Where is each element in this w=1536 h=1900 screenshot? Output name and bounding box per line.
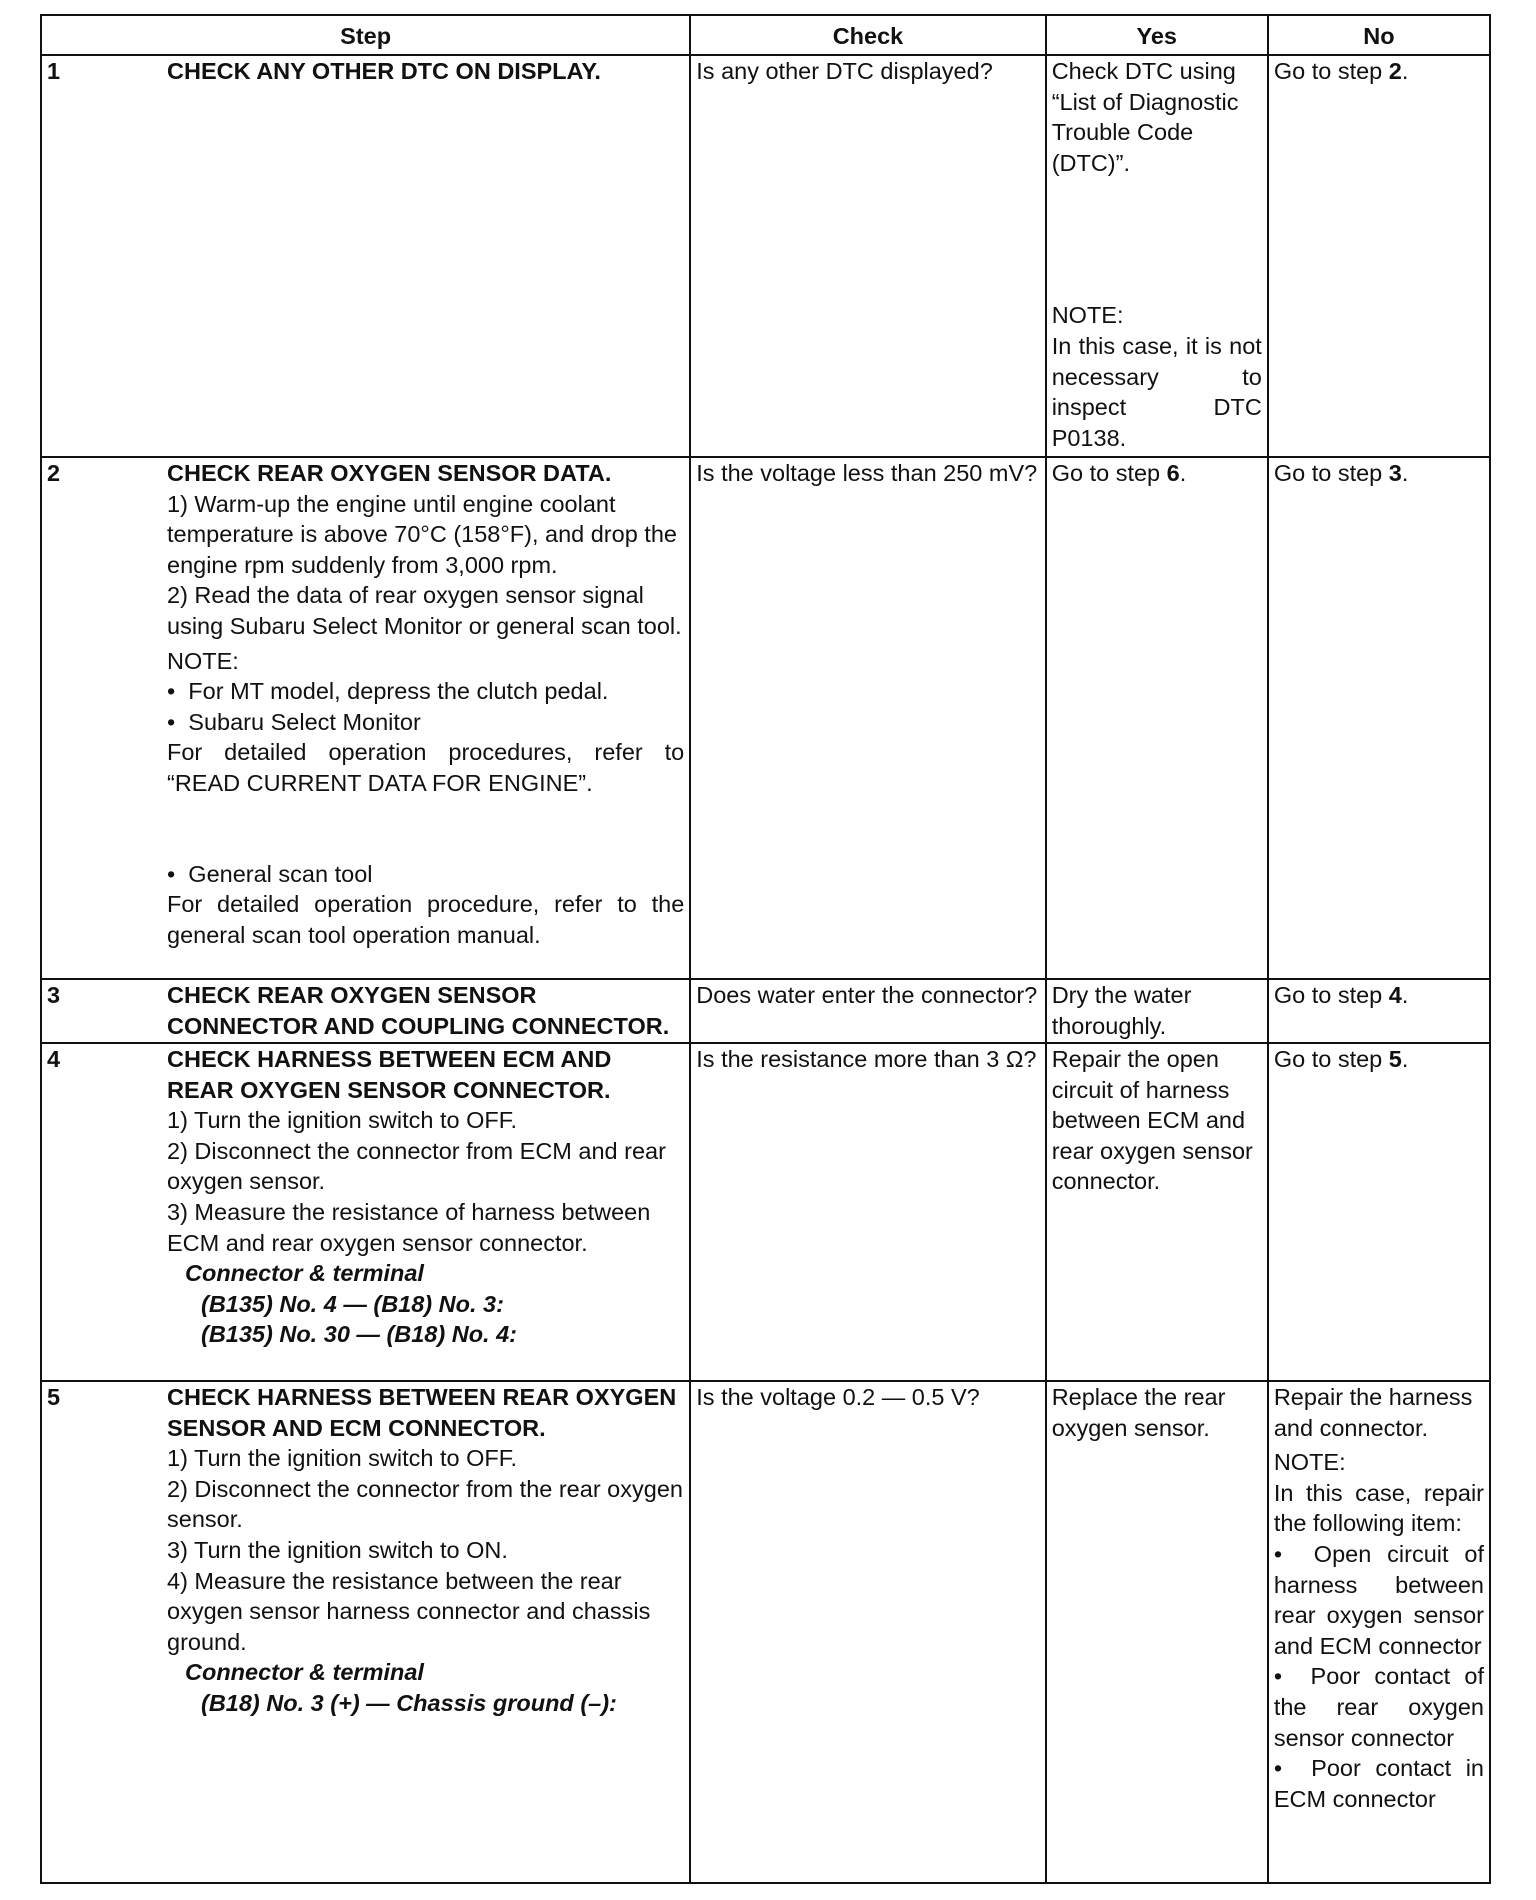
yes-cell: Repair the open circuit of harness between ECM and rear oxygen sensor connector. xyxy=(1046,1043,1268,1381)
check-cell: Is the voltage 0.2 — 0.5 V? xyxy=(690,1381,1045,1883)
table-row xyxy=(41,1381,1490,1883)
procedure-2: 2) Disconnect the connector from ECM and rear oxygen sensor. xyxy=(167,1137,666,1195)
step-title: CHECK HARNESS BETWEEN ECM AND REAR OXYGEN SENSOR CONNECTOR. xyxy=(167,1046,612,1103)
step-link: 2 xyxy=(1388,58,1402,84)
connector-terminal-label: Connector & terminal xyxy=(185,1659,424,1686)
connector-terminal-value: (B135) No. 4 — (B18) No. 3: xyxy=(201,1290,504,1317)
step-cell xyxy=(41,979,690,1043)
no-suffix: . xyxy=(1401,1046,1409,1072)
check-cell: Is the resistance more than 3 Ω? xyxy=(690,1043,1045,1381)
note-bullet: • Open circuit of harness between rear oxygen sensor and ECM connector xyxy=(1274,1539,1484,1661)
no-suffix: . xyxy=(1401,460,1409,486)
note-bullet: • Poor contact of the rear oxygen sensor connector xyxy=(1274,1661,1484,1753)
check-cell: Does water enter the connector? xyxy=(690,979,1045,1043)
no-text: Repair the harness and connector. xyxy=(1273,1384,1473,1441)
no-cell xyxy=(1268,55,1490,457)
procedure-1: 1) Turn the ignition switch to OFF. xyxy=(167,1107,518,1134)
table-row xyxy=(41,1043,1490,1381)
diagnostic-table xyxy=(40,14,1491,1884)
step-title: CHECK REAR OXYGEN SENSOR CONNECTOR AND COUPLING CONNECTOR. xyxy=(167,982,670,1039)
step-number: 2 xyxy=(47,460,61,486)
step-cell xyxy=(41,55,690,457)
step-link: 3 xyxy=(1388,460,1402,486)
no-suffix: . xyxy=(1401,58,1409,84)
step-link: 5 xyxy=(1388,1046,1402,1072)
yes-text: Go to step xyxy=(1051,460,1167,486)
note-label: NOTE: xyxy=(1051,302,1124,329)
note-bullet: • General scan tool xyxy=(167,859,684,890)
yes-cell: Replace the rear oxygen sensor. xyxy=(1046,1381,1268,1883)
reference-text: For detailed operation procedures, refer to “READ CURRENT DATA FOR ENGINE”. xyxy=(167,739,685,796)
connector-terminal-value: (B18) No. 3 (+) — Chassis ground (–): xyxy=(201,1689,617,1716)
note-bullet: • Poor contact in ECM connector xyxy=(1274,1753,1484,1814)
no-cell xyxy=(1268,457,1490,979)
procedure-2: 2) Read the data of rear oxygen sensor signal using Subaru Select Monitor or general scan tool. xyxy=(167,582,682,639)
step-cell xyxy=(41,457,690,979)
yes-text: Check DTC using “List of Diagnostic Trouble Code (DTC)”. xyxy=(1051,58,1239,176)
header-check: Check xyxy=(690,15,1045,55)
no-suffix: . xyxy=(1401,982,1409,1008)
note-label: NOTE: xyxy=(1273,1449,1346,1476)
yes-cell xyxy=(1046,55,1268,457)
header-step: Step xyxy=(41,15,690,55)
table-row xyxy=(41,55,1490,457)
table-row xyxy=(41,457,1490,979)
yes-cell: Dry the water thoroughly. xyxy=(1046,979,1268,1043)
header-no: No xyxy=(1268,15,1490,55)
step-number: 1 xyxy=(47,58,61,84)
no-text: Go to step xyxy=(1273,982,1389,1008)
note-bullet: • For MT model, depress the clutch pedal. xyxy=(167,676,684,707)
no-cell xyxy=(1268,1381,1490,1883)
no-text: Go to step xyxy=(1273,460,1389,486)
procedure-1: 1) Warm-up the engine until engine coolant temperature is above 70°C (158°F), and drop the engine rpm suddenly from 3,000 rpm. xyxy=(167,490,677,578)
check-cell: Is the voltage less than 250 mV? xyxy=(690,457,1045,979)
step-cell xyxy=(41,1043,690,1381)
yes-cell xyxy=(1046,457,1268,979)
step-link: 6 xyxy=(1166,460,1180,486)
reference-text: For detailed operation procedure, refer to the general scan tool operation manual. xyxy=(167,891,685,948)
step-title: CHECK ANY OTHER DTC ON DISPLAY. xyxy=(167,58,601,84)
step-number: 4 xyxy=(47,1046,61,1072)
procedure-4: 4) Measure the resistance between the rear oxygen sensor harness connector and chassis ground. xyxy=(167,1567,651,1655)
step-title: CHECK REAR OXYGEN SENSOR DATA. xyxy=(167,460,612,486)
procedure-2: 2) Disconnect the connector from the rear oxygen sensor. xyxy=(167,1475,683,1533)
header-yes: Yes xyxy=(1046,15,1268,55)
no-text: Go to step xyxy=(1273,58,1389,84)
note-text: In this case, it is not necessary to inspect DTC P0138. xyxy=(1051,332,1262,451)
procedure-3: 3) Measure the resistance of harness between ECM and rear oxygen sensor connector. xyxy=(167,1198,651,1256)
connector-terminal-value: (B135) No. 30 — (B18) No. 4: xyxy=(201,1321,518,1348)
no-cell xyxy=(1268,979,1490,1043)
note-text: In this case, repair the following item: xyxy=(1273,1479,1484,1537)
no-text: Go to step xyxy=(1273,1046,1389,1072)
table-row xyxy=(41,979,1490,1043)
no-cell xyxy=(1268,1043,1490,1381)
step-link: 4 xyxy=(1388,982,1402,1008)
connector-terminal-label: Connector & terminal xyxy=(185,1260,424,1287)
procedure-1: 1) Turn the ignition switch to OFF. xyxy=(167,1445,518,1472)
note-bullet: • Subaru Select Monitor xyxy=(167,707,684,738)
check-cell: Is any other DTC displayed? xyxy=(690,55,1045,457)
yes-suffix: . xyxy=(1179,460,1187,486)
step-number: 5 xyxy=(47,1384,61,1410)
note-label: NOTE: xyxy=(167,647,239,674)
header-row xyxy=(41,15,1490,55)
step-cell xyxy=(41,1381,690,1883)
procedure-3: 3) Turn the ignition switch to ON. xyxy=(167,1536,508,1563)
step-number: 3 xyxy=(47,982,61,1008)
step-title: CHECK HARNESS BETWEEN REAR OXYGEN SENSOR AND ECM CONNECTOR. xyxy=(167,1384,677,1441)
